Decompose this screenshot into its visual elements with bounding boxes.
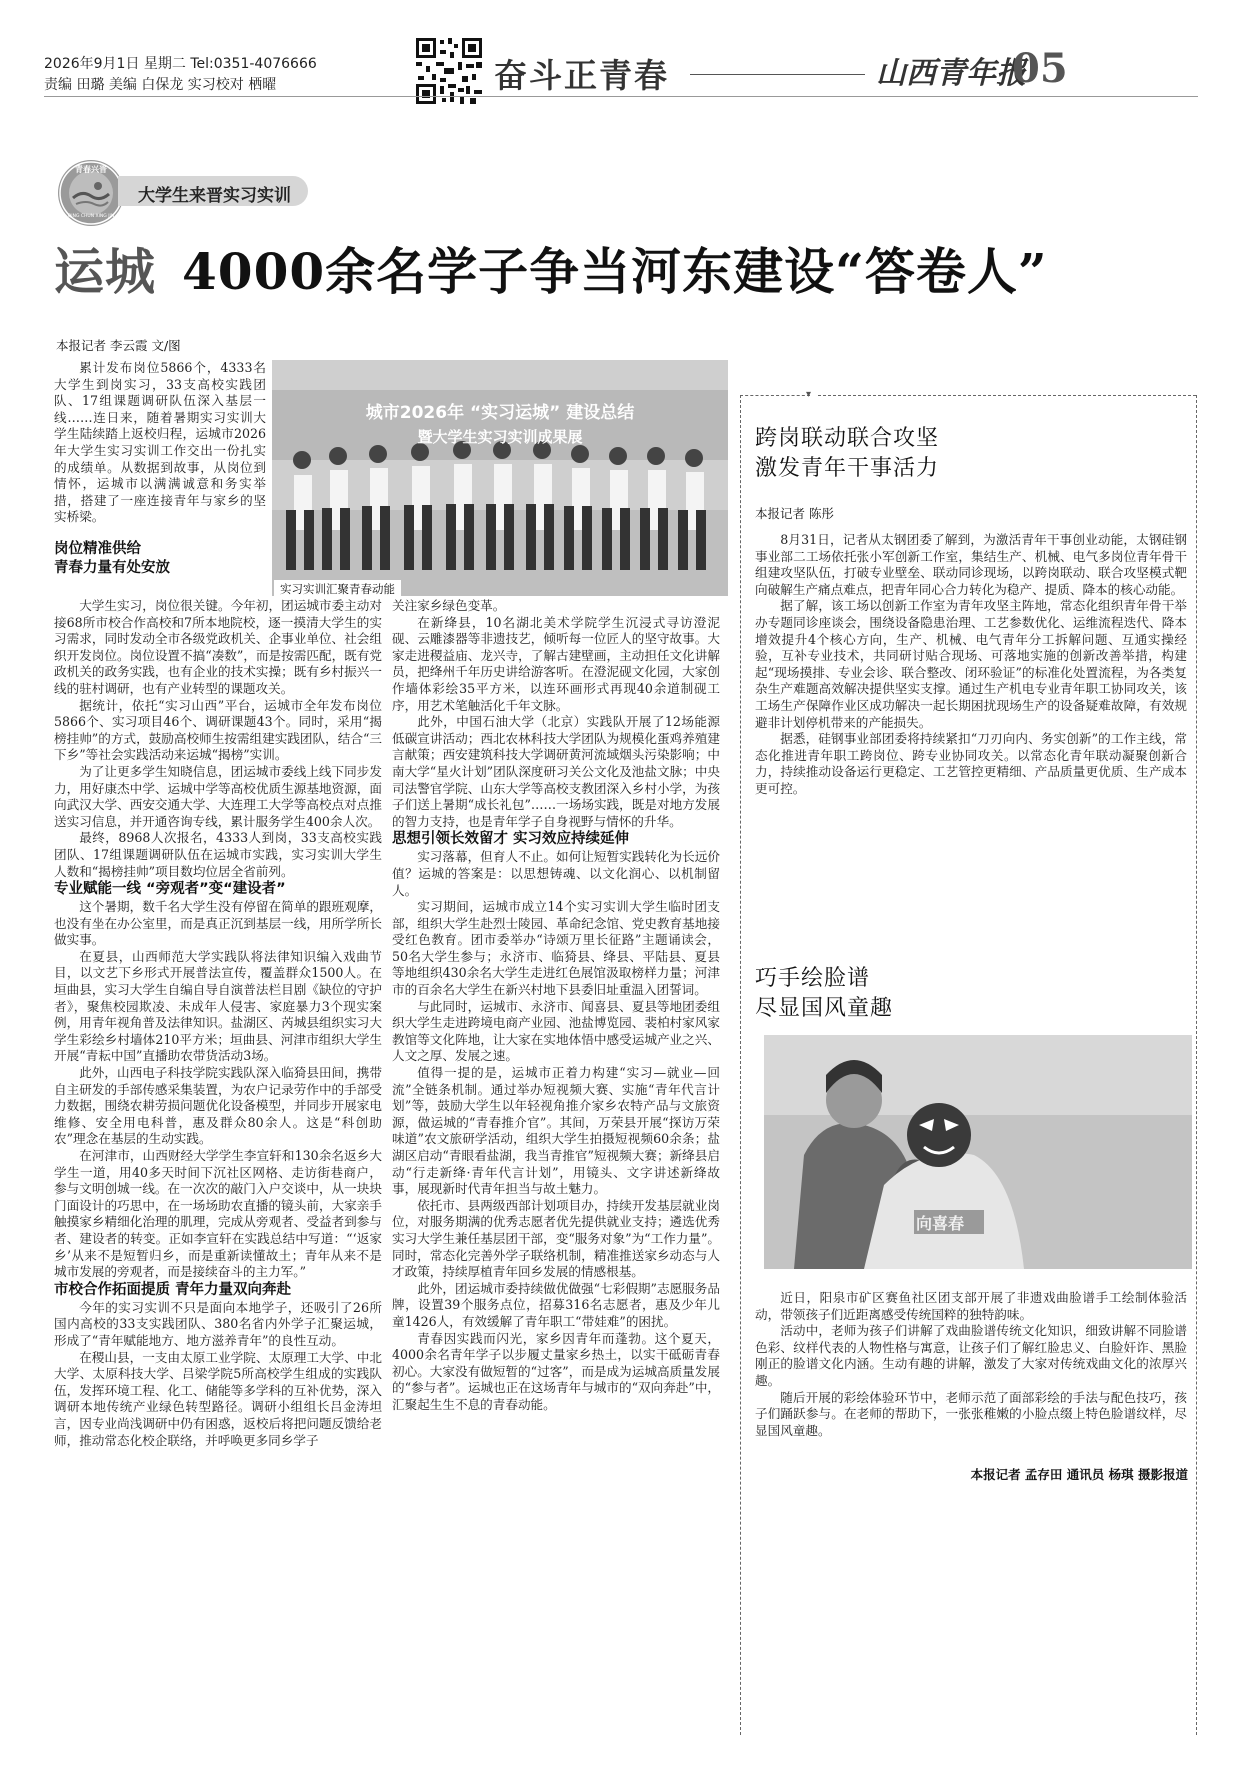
paragraph: 这个暑期，数千名大学生没有停留在简单的跟班观摩，也没有坐在办公室里，而是真正沉到基层一线，用所学所长做实事。 — [54, 899, 382, 948]
side1-byline: 本报记者 陈彤 — [755, 506, 834, 521]
paragraph: 活动中，老师为孩子们讲解了戏曲脸谱传统文化知识，细致讲解不同脸谱色彩、纹样代表的人物性格与寓意，让孩子们了解红脸忠义、白脸奸诈、黑脸刚正的脸谱文化内涵。生动有趣的讲解，激发了大家对传统戏曲文化的浓厚兴趣。 — [755, 1323, 1187, 1388]
page-number: 05 — [1012, 45, 1068, 92]
paragraph: 关注家乡绿色变革。 — [392, 598, 506, 613]
main-column-1 — [54, 598, 382, 1449]
paragraph: 青春因实践而闪光，家乡因青年而蓬勃。这个夏天，4000余名青年学子以步履丈量家乡热土，以实干砥砺青春初心。大家没有做短暂的“过客”，而是成为运城高质量发展的“参与者”。运城也正在这场青年与城市的“双向奔赴”中，汇聚起生生不息的青春动能。 — [392, 1330, 721, 1412]
emblem-icon — [58, 160, 124, 226]
chevron-down-icon: ▾ — [806, 389, 812, 400]
paragraph: 此外，中国石油大学（北京）实践队开展了12场能源低碳宣讲活动；西北农林科技大学团队为规模化蛋鸡养殖建言献策；西安建筑科技大学调研黄河流域烟头污染影响；中南大学“星火计划”团队深度研习关公文化及池盐文脉；中央司法警官学院、山东大学等高校支教团深入乡村小学，为孩子们送上暑期“成长礼包”……一场场实践，既是对地方发展的智力支持，也是青年学子自身视野与情怀的升华。 — [392, 714, 720, 829]
photo-banner-1: 城市2026年 “实习运城” 建设总结 — [365, 403, 635, 423]
paragraph: 据统计，依托“实习山西”平台，运城市全年发布岗位5866个、实习项目46个、调研课题43个。同时，采用“揭榜挂帅”的方式，鼓励高校师生按需组建实践团队，结合“三下乡”等社会实践活动来运城“揭榜”实训。 — [54, 697, 382, 763]
intro-paragraph: 累计发布岗位5866个，4333名大学生到岗实习，33支高校实践团队、17组课题调研队伍深入基层一线……连日来，随着暑期实习实训大学生陆续踏上返校归程，运城市2026年大学生实习实训工作交出一份扎实的成绩单。从数据到故事，从岗位到情怀，运城市以满满诚意和务实举措，搭建了一座连接青年与家乡的坚实桥梁。 — [54, 360, 266, 525]
editors-line: 责编 田璐 美编 白保龙 实习校对 栖曜 — [44, 77, 277, 93]
section-title: 奋斗正青春 — [494, 56, 669, 95]
side2-title: 巧手绘脸谱 尽显国风童趣 — [755, 966, 894, 1021]
subheading-2: 专业赋能一线 “旁观者”变“建设者” — [54, 881, 286, 898]
paragraph: 此外，团运城市委持续做优做强“七彩假期”志愿服务品牌，设置39个服务点位，招募316名志愿者，惠及少年儿童1426人，有效缓解了青年职工“带娃难”的困扰。 — [392, 1280, 720, 1329]
main-byline: 本报记者 李云霞 文/图 — [56, 338, 181, 353]
paragraph: 在新绛县，10名湖北美术学院学生沉浸式寻访澄泥砚、云雕漆器等非遗技艺，倾听每一位匠人的坚守故事。大家走进稷益庙、龙兴寺，了解古建壁画，主动担任文化讲解员，把绛州千年历史讲给游客听。在澄泥砚文化园，大家创作墙体彩绘35平方米，以连环画形式再现40余道制砚工序，用艺术笔触活化千年文脉。 — [392, 614, 720, 713]
paragraph: 为了让更多学生知晓信息，团运城市委线上线下同步发力，用好康杰中学、运城中学等高校优质生源基地资源，面向武汉大学、西安交通大学、大连理工大学等高校点对点推送实习信息，并开通咨询专线，累计服务学生400余人次。 — [54, 763, 382, 829]
paragraph: 大学生实习，岗位很关键。今年初，团运城市委主动对接68所市校合作高校和7所本地院校，逐一摸清大学生的实习需求，同时发动全市各级党政机关、企事业单位、社会组织开发岗位。岗位设置不搞“凑数”，而是按需匹配，既有党政机关的政务实践，也有企业的技术实操；既有乡村振兴一线的驻村调研，也有产业转型的课题攻关。 — [54, 598, 382, 696]
paragraph: 最终，8968人次报名，4333人到岗，33支高校实践团队、17组课题调研队伍在运城市实践，实习实训大学生人数和“揭榜挂帅”项目数均位居全省前列。 — [54, 830, 382, 879]
paragraph: 近日，阳泉市矿区赛鱼社区团支部开展了非遗戏曲脸谱手工绘制体验活动，带领孩子们近距离感受传统国粹的独特韵味。 — [755, 1290, 1187, 1322]
paragraph: 在河津市，山西财经大学学生李宣轩和130余名返乡大学生一道，用40多天时间下沉社区网格、走访街巷商户，参与文明创城一线。在一次次的敲门入户交谈中，从一块块门面设计的巧思中，在一场场助农直播的镜头前，大家亲手触摸家乡精细化治理的肌理，完成从旁观者、受益者到参与者、建设者的转变。正如李宣轩在实践总结中写道：“‘返家乡’从来不是短暂归乡，而是重新读懂故土；青年从来不是城市发展的旁观者，而是接续奋斗的主力军。” — [54, 1148, 382, 1280]
subheading-4: 思想引领长效留才 实习效应持续延伸 — [392, 831, 630, 848]
headline — [54, 232, 1048, 304]
kicker-text: 大学生来晋实习实训 — [138, 186, 291, 206]
paragraph: 据悉，硅钢事业部团委将持续紧扣“刀刃向内、务实创新”的工作主线，常态化推进青年职工跨岗位、跨专业协同攻关。以常态化青年联动凝聚创新合力，持续推动设备运行更稳定、工艺管控更精细、产品质量更优质、生产成本更可控。 — [755, 731, 1187, 796]
paragraph: 8月31日，记者从太钢团委了解到，为激活青年干事创业动能，太钢硅钢事业部二工场依托张小军创新工作室，集结生产、机械、电气多岗位青年骨干组建攻坚队伍，打破专业壁垒、联动同诊现场，以跨岗联动、联合攻坚模式靶向破解生产痛点难点，把青年同心合力转化为稳产、提质、降本的核心动能。 — [755, 532, 1187, 597]
headline-title: 4000余名学子争当河东建设“答卷人” — [182, 242, 1048, 301]
paragraph: 今年的实习实训不只是面向本地学子，还吸引了26所国内高校的33支实践团队、380名省内外学子汇聚运城，形成了“青年赋能地方、地方滋养青年”的良性互动。 — [54, 1299, 382, 1348]
date-line: 2026年9月1日 星期二 Tel:0351-4076666 — [44, 56, 317, 72]
subheading-1: 岗位精准供给 青春力量有处安放 — [54, 541, 170, 576]
sub1-block — [54, 540, 266, 578]
side2-body — [755, 1290, 1187, 1439]
emblem-subtext: QING CHUN XING JIN — [67, 214, 115, 219]
side2-credit: 本报记者 孟存田 通讯员 杨琪 摄影报道 — [970, 1467, 1188, 1482]
paragraph: 随后开展的彩绘体验环节中，老师示范了面部彩绘的手法与配色技巧，孩子们踊跃参与。在老师的帮助下，一张张稚嫩的小脸点缀上特色脸谱纹样，尽显国风童趣。 — [755, 1389, 1187, 1438]
subheading-3: 市校合作拓面提质 青年力量双向奔赴 — [54, 1281, 292, 1298]
paragraph: 在稷山县，一支由太原工业学院、太原理工大学、中北大学、太原科技大学、吕梁学院5所高校学生组成的实践队伍，发挥环境工程、化工、储能等多学科的互补优势，深入调研本地传统产业绿色转型路径。调研小组组长吕金涛坦言，因专业尚浅调研中仍有困惑，返校后将把问题反馈给老师，推动常态化校企联络，并呼唤更多同乡学子 — [54, 1349, 382, 1448]
headline-place: 运城 — [54, 242, 156, 301]
paragraph: 实习期间，运城市成立14个实习实训大学生临时团支部，组织大学生赴烈士陵园、革命纪念馆、党史教育基地接受红色教育。团市委举办“诗颂万里长征路”主题诵读会，50名大学生参与；永济市、临猗县、绛县、平陆县、夏县等地组织430余名大学生走进红色展馆汲取榜样力量；河津市的百余名大学生在新兴村地下县委旧址重温入团誓词。 — [392, 899, 720, 998]
paragraph: 依托市、县两级西部计划项目办，持续开发基层就业岗位，对服务期满的优秀志愿者优先提供就业支持；遴选优秀实习大学生兼任基层团干部，变“服务对象”为“工作力量”。同时，常态化完善外学子联络机制，精准推送家乡动态与人才政策，持续厚植青年回乡发展的情感根基。 — [392, 1197, 721, 1280]
paragraph: 实习落幕，但育人不止。如何让短暂实践转化为长远价值？运城的答案是：以思想铸魂、以文化润心、以机制留人。 — [392, 849, 720, 898]
paragraph: 值得一提的是，运城市正着力构建“实习—就业—回流”全链条机制。通过举办短视频大赛、实施“青年代言计划”等，鼓励大学生以年轻视角推介家乡农特产品与文旅资源，做运城的“青春推介官”。其间，万荣县开展“探访万荣味道”农文旅研学活动，组织大学生拍摄短视频60余条；盐湖区启动“青眼看盐湖，我当青推官”短视频大赛；新绛县启动“行走新绛·青年代言计划”，用镜头、文字讲述新绛故事，展现新时代青年担当与故土魅力。 — [392, 1065, 720, 1197]
face-painting-photo — [764, 1035, 1192, 1269]
emblem-text: 青春兴晋 — [75, 165, 107, 174]
side1-title: 跨岗联动联合攻坚 激发青年干事活力 — [755, 426, 940, 481]
paragraph: 据了解，该工场以创新工作室为青年攻坚主阵地，常态化组织青年骨干举办专题同诊座谈会，围绕设备隐患治理、工艺参数优化、运维流程迭代、降本增效提升4个核心方向，生产、机械、电气青年分工拆解问题、互通实操经验，互补专业技术，共同研讨贴合现场、可落地实施的创新改善举措，构建起“现场摸排、专业会诊、联合整改、闭环验证”的标准化处置流程，为各类复杂生产难题高效解决提供坚实支撑。通过生产机电专业青年职工协同攻关，该工场生产保障作业区成功解决一起长期困扰现场生产的设备疑难故障，有效规避非计划停机带来的产能损失。 — [755, 598, 1187, 730]
side1-body — [755, 532, 1187, 798]
paragraph: 在夏县，山西师范大学实践队将法律知识编入戏曲节目，以文艺下乡形式开展普法宣传，覆盖群众1500人。在垣曲县，实习大学生自编自导自演普法栏目剧《缺位的守护者》，聚焦校园欺凌、未成年人侵害、家庭暴力3个现实案例，用青年视角普及法律知识。盐湖区、芮城县组织实习大学生彩绘乡村墙体210平方米；垣曲县、河津市组织大学生开展“青耘中国”直播助农带货活动3场。 — [54, 948, 382, 1064]
photo-banner-2: 暨大学生实习实训成果展 — [417, 428, 583, 446]
masthead-logo: 山西青年报 — [876, 56, 1026, 91]
paragraph: 此外，山西电子科技学院实践队深入临猗县田间，携带自主研发的手部传感采集装置，为农户记录劳作中的手部受力数据，围绕农耕劳损问题优化设备模型，并同步开展家电维修、安全用电科普，惠及群众80余人。这是“科创助农”理念在基层的生动实践。 — [54, 1065, 382, 1147]
photo-caption: 实习实训汇聚青春动能 — [274, 580, 401, 598]
intro-block — [54, 360, 266, 526]
main-column-2 — [392, 598, 720, 1414]
main-photo — [272, 360, 728, 596]
paragraph: 与此同时，运城市、永济市、闻喜县、夏县等地团委组织大学生走进跨境电商产业园、池盐博览园、裴柏村家风家教馆等文化阵地，让大家在实地体悟中感受运城产业之兴、人文之厚、发展之速。 — [392, 998, 720, 1064]
shirt-text: 向喜春 — [916, 1214, 965, 1233]
